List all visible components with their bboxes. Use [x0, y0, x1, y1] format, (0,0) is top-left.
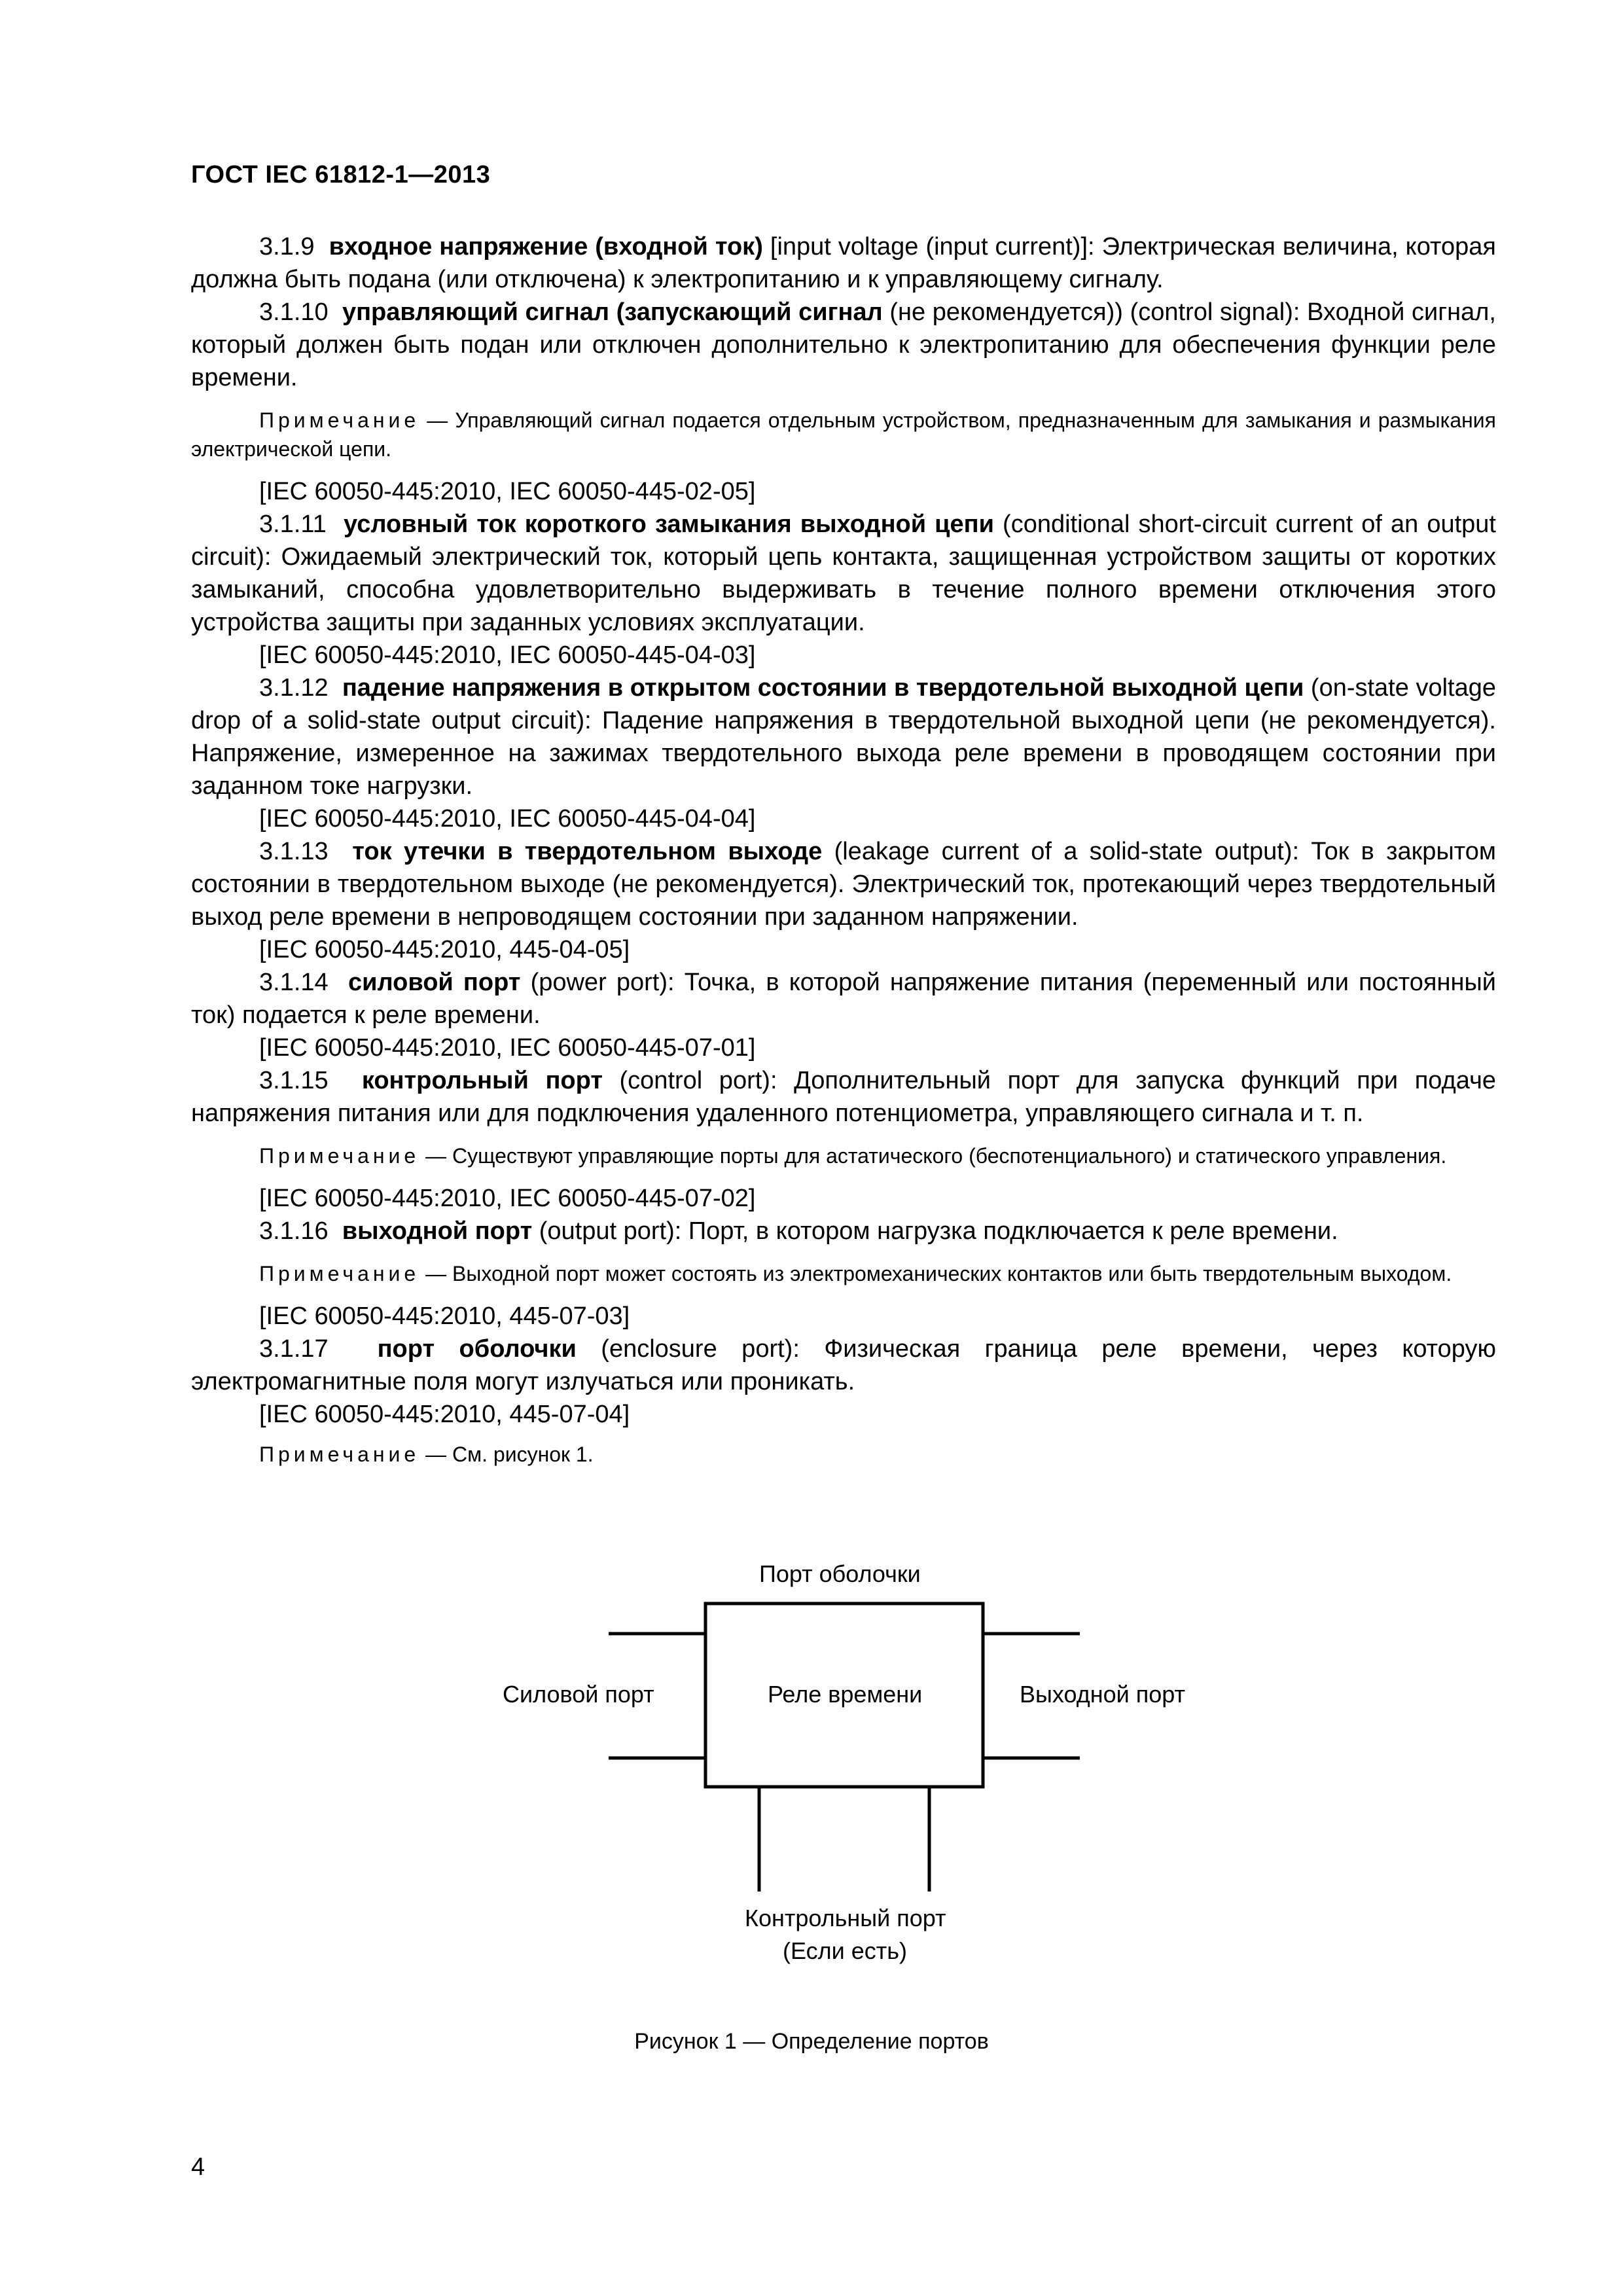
definition-text: (leakage current of a solid-state output): Ток в закрытом состоянии в твердотельном выходе (не рекомендуется). Электрический ток, протекающий через твердотельный выход реле времени в непроводящем состоянии при заданном напряжении. [191, 838, 1496, 931]
reference-3: [IEC 60050-445:2010, IEC 60050-445-04-04] [259, 805, 756, 833]
note-text: — См. рисунок 1. [419, 1443, 594, 1466]
reference-7: [IEC 60050-445:2010, 445-07-03] [259, 1302, 630, 1330]
term: управляющий сигнал (запускающий сигнал [342, 298, 883, 326]
term: порт оболочки [377, 1335, 577, 1363]
definition-3-1-15 [191, 1064, 1496, 1130]
clause-number: 3.1.9 [259, 233, 315, 260]
clause-number: 3.1.17 [259, 1335, 329, 1363]
definition-3-1-9 [191, 230, 1496, 296]
clause-number: 3.1.10 [259, 298, 329, 326]
clause-number: 3.1.12 [259, 674, 329, 702]
document-header: ГОСТ IEC 61812-1—2013 [191, 161, 491, 188]
term: силовой порт [348, 969, 521, 996]
definition-text: (power port): Точка, в которой напряжение питания (переменный или постоянный ток) подается к реле времени. [191, 969, 1496, 1029]
definition-text: (on-state voltage drop of a solid-state output circuit): Падение напряжения в твердотельной выходной цепи (не рекомендуется). Напряжение, измеренное на зажимах твердотельного выхода реле времени в проводящем состоянии при заданном токе нагрузки. [191, 674, 1496, 800]
term: выходной порт [342, 1217, 533, 1245]
page-number: 4 [191, 2153, 205, 2181]
clause-number: 3.1.16 [259, 1217, 329, 1245]
reference-4: [IEC 60050-445:2010, 445-04-05] [259, 936, 630, 963]
reference-5: [IEC 60050-445:2010, IEC 60050-445-07-01] [259, 1034, 756, 1062]
note-control-signal [191, 406, 1496, 463]
reference-1: [IEC 60050-445:2010, IEC 60050-445-02-05] [259, 478, 756, 505]
definition-text: (control port): Дополнительный порт для запуска функций при подаче напряжения питания или для подключения удаленного потенциометра, управляющего сигнала и т. п. [191, 1067, 1497, 1127]
reference-2: [IEC 60050-445:2010, IEC 60050-445-04-03] [259, 641, 756, 669]
clause-number: 3.1.15 [259, 1067, 329, 1094]
control-port-optional-label: (Если есть) [783, 1937, 907, 1964]
definition-3-1-17 [191, 1333, 1496, 1398]
note-label: Примечание [259, 1262, 420, 1285]
power-port-label: Силовой порт [503, 1681, 654, 1708]
reference-8: [IEC 60050-445:2010, 445-07-04] [259, 1401, 630, 1428]
definition-text: (не рекомендуется)) (control signal): Входной сигнал, который должен быть подан или отключен дополнительно к электропитанию для обеспечения функции реле времени. [191, 298, 1496, 391]
term: условный ток короткого замыкания выходной цепи [344, 511, 994, 538]
definition-3-1-12 [191, 672, 1496, 802]
note-output-port [191, 1259, 1496, 1288]
definition-text: (conditional short-circuit current of an output circuit): Ожидаемый электрический ток, который цепь контакта, защищенная устройством защиты от коротких замыканий, способна удовлетворительно выдерживать в течение полного времени отключения этого устройства защиты при заданных условиях эксплуатации. [191, 511, 1496, 636]
enclosure-port-label: Порт оболочки [759, 1560, 921, 1587]
note-text: — Существуют управляющие порты для астатического (беспотенциального) и статического управления. [419, 1144, 1447, 1168]
clause-number: 3.1.13 [259, 838, 329, 865]
note-text: — Выходной порт может состоять из электромеханических контактов или быть твердотельным выходом. [419, 1262, 1452, 1285]
term: контрольный порт [361, 1067, 603, 1094]
document-body [191, 230, 1496, 1469]
reference-6: [IEC 60050-445:2010, IEC 60050-445-07-02] [259, 1185, 756, 1212]
output-port-label: Выходной порт [1020, 1681, 1185, 1708]
definition-3-1-14 [191, 966, 1496, 1031]
figure-caption: Рисунок 1 — Определение портов [634, 2029, 989, 2054]
note-label: Примечание [259, 1443, 420, 1466]
note-see-figure [191, 1440, 1496, 1469]
note-label: Примечание [259, 1144, 420, 1168]
term: ток утечки в твердотельном выходе [352, 838, 823, 865]
term: падение напряжения в открытом состоянии в твердотельной выходной цепи [342, 674, 1304, 702]
control-port-label: Контрольный порт [745, 1905, 946, 1931]
clause-number: 3.1.14 [259, 969, 329, 996]
term: входное напряжение (входной ток) [329, 233, 763, 260]
note-label: Примечание [259, 408, 420, 432]
definition-3-1-16 [191, 1215, 1496, 1247]
definition-3-1-11 [191, 508, 1496, 639]
definition-3-1-13 [191, 835, 1496, 933]
relay-label: Реле времени [768, 1681, 923, 1708]
definition-text: [input voltage (input current)]: Электрическая величина, которая должна быть подана (или отключена) к электропитанию и к управляющему сигналу. [191, 233, 1496, 293]
definition-3-1-10 [191, 296, 1496, 394]
note-text: — Управляющий сигнал подается отдельным устройством, предназначенным для замыкания и размыкания электрической цепи. [191, 408, 1496, 461]
clause-number: 3.1.11 [259, 511, 327, 538]
definition-text: (output port): Порт, в котором нагрузка подключается к реле времени. [532, 1217, 1338, 1245]
ports-diagram [0, 1551, 1623, 2022]
definition-text: (enclosure port): Физическая граница реле времени, через которую электромагнитные поля могут излучаться или проникать. [191, 1335, 1497, 1395]
note-control-ports [191, 1141, 1496, 1170]
